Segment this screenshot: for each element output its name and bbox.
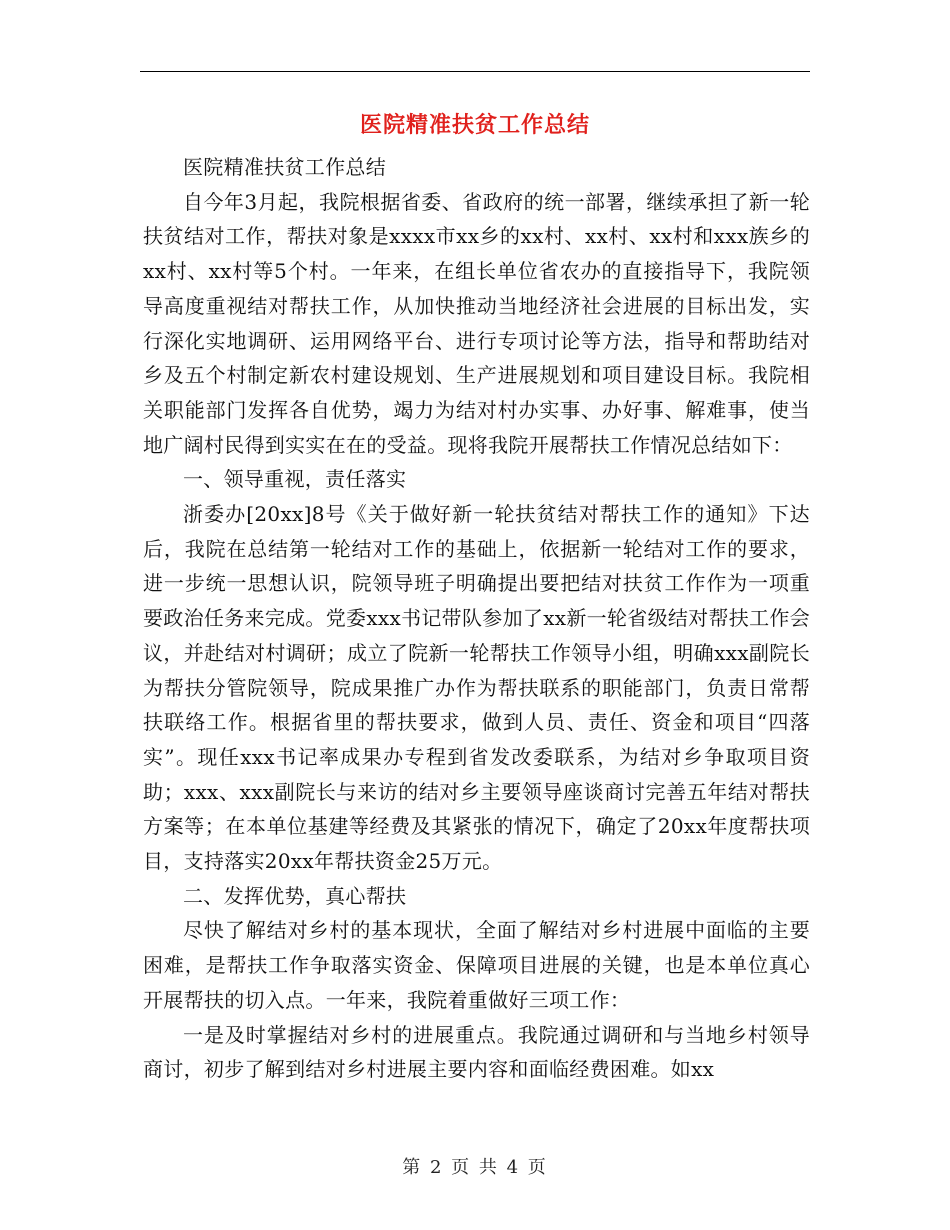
header-rule [140, 71, 810, 72]
page-number: 第 2 页 共 4 页 [402, 1157, 548, 1178]
section-1-paragraph: 浙委办[20xx]8号《关于做好新一轮扶贫结对帮扶工作的通知》下达后，我院在总结第一轮结对工作的基础上，依据新一轮结对工作的要求，进一步统一思想认识，院领导班子明确提出要把结对扶贫工作作为一项重要政治任务来完成。党委xxx书记带队参加了xx新一轮省级结对帮扶工作会议，并赴结对村调研；成立了院新一轮帮扶工作领导小组，明确xxx副院长为帮扶分管院领导，院成果推广办作为帮扶联系的职能部门，负责日常帮扶联络工作。根据省里的帮扶要求，做到人员、责任、资金和项目“四落实”。现任xxx书记率成果办专程到省发改委联系，为结对乡争取项目资助；xxx、xxx副院长与来访的结对乡主要领导座谈商讨完善五年结对帮扶方案等；在本单位基建等经费及其紧张的情况下，确定了20xx年度帮扶项目，支持落实20xx年帮扶资金25万元。 [143, 502, 810, 874]
document-title: 医院精准扶贫工作总结 [359, 112, 590, 138]
section-2-paragraph: 尽快了解结对乡村的基本现状，全面了解结对乡村进展中面临的主要困难，是帮扶工作争取落实资金、保障项目进展的关键，也是本单位真心开展帮扶的切入点。一年来，我院着重做好三项工作： [143, 918, 810, 1012]
section-2-item-1-paragraph: 一是及时掌握结对乡村的进展重点。我院通过调研和与当地乡村领导商讨，初步了解到结对乡村进展主要内容和面临经费困难。如xx [143, 1022, 810, 1082]
section-heading-2: 二、发挥优势，真心帮扶 [183, 883, 407, 908]
document-body [143, 150, 810, 1087]
section-heading-1: 一、领导重视，责任落实 [183, 467, 407, 492]
subtitle-paragraph: 医院精准扶贫工作总结 [183, 155, 386, 179]
intro-paragraph: 自今年3月起，我院根据省委、省政府的统一部署，继续承担了新一轮扶贫结对工作，帮扶对象是xxxx市xx乡的xx村、xx村、xx村和xxx族乡的xx村、xx村等5个村。一年来，在组长单位省农办的直接指导下，我院领导高度重视结对帮扶工作，从加快推动当地经济社会进展的目标出发，实行深化实地调研、运用网络平台、进行专项讨论等方法，指导和帮助结对乡及五个村制定新农村建设规划、生产进展规划和项目建设目标。我院相关职能部门发挥各自优势，竭力为结对村办实事、办好事、解难事，使当地广阔村民得到实实在在的受益。现将我院开展帮扶工作情况总结如下： [143, 189, 810, 457]
